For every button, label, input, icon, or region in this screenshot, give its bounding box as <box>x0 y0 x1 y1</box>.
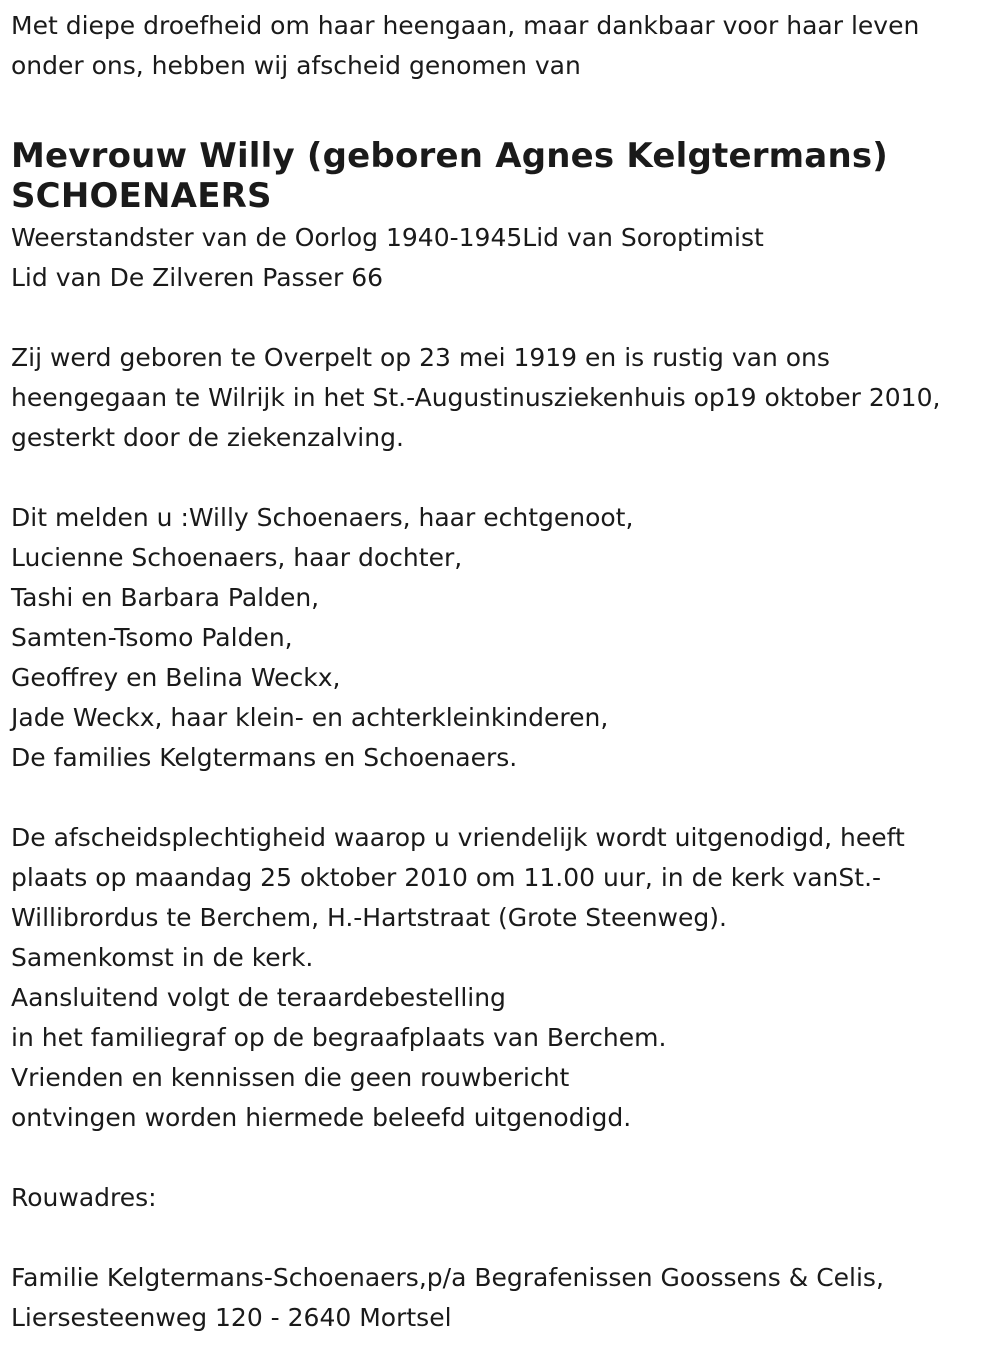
birth-death-line: Zij werd geboren te Overpelt op 23 mei 1919 en is rustig van ons <box>11 343 830 372</box>
spacer <box>11 458 996 498</box>
ceremony-paragraph <box>11 818 996 1138</box>
intro-line: onder ons, hebben wij afscheid genomen van <box>11 51 581 80</box>
obituary-document <box>11 6 996 1338</box>
family-line: Samten-Tsomo Palden, <box>11 623 293 652</box>
ceremony-line: Samenkomst in de kerk. <box>11 943 314 972</box>
ceremony-line: ontvingen worden hiermede beleefd uitgenodigd. <box>11 1103 632 1132</box>
address-label: Rouwadres: <box>11 1183 157 1212</box>
ceremony-line: Willibrordus te Berchem, H.-Hartstraat (Grote Steenweg). <box>11 903 727 932</box>
spacer <box>11 778 996 818</box>
spacer <box>11 1218 996 1258</box>
birth-death-line: heengegaan te Wilrijk in het St.-Augustinusziekenhuis op19 oktober 2010, <box>11 383 941 412</box>
intro-line: Met diepe droefheid om haar heengaan, maar dankbaar voor haar leven <box>11 11 920 40</box>
birth-death-line: gesterkt door de ziekenzalving. <box>11 423 404 452</box>
title-line: Lid van De Zilveren Passer 66 <box>11 263 384 292</box>
birth-death-paragraph <box>11 338 996 458</box>
family-line: Geoffrey en Belina Weckx, <box>11 663 341 692</box>
address-label-paragraph <box>11 1178 996 1218</box>
intro-paragraph <box>11 6 996 86</box>
family-line: Tashi en Barbara Palden, <box>11 583 320 612</box>
family-line: De families Kelgtermans en Schoenaers. <box>11 743 518 772</box>
spacer <box>11 1138 996 1178</box>
ceremony-line: Vrienden en kennissen die geen rouwbericht <box>11 1063 570 1092</box>
title-line: Weerstandster van de Oorlog 1940-1945Lid van Soroptimist <box>11 223 764 252</box>
family-line: Lucienne Schoenaers, haar dochter, <box>11 543 463 572</box>
address-paragraph <box>11 1258 996 1338</box>
address-line: Liersesteenweg 120 - 2640 Mortsel <box>11 1303 452 1332</box>
family-line: Dit melden u :Willy Schoenaers, haar echtgenoot, <box>11 503 634 532</box>
ceremony-line: De afscheidsplechtigheid waarop u vriendelijk wordt uitgenodigd, heeft <box>11 823 905 852</box>
spacer <box>11 298 996 338</box>
ceremony-line: plaats op maandag 25 oktober 2010 om 11.00 uur, in de kerk vanSt.- <box>11 863 882 892</box>
deceased-surname: SCHOENAERS <box>11 176 272 216</box>
ceremony-line: Aansluitend volgt de teraardebestelling <box>11 983 506 1012</box>
deceased-name-line: Mevrouw Willy (geboren Agnes Kelgtermans) <box>11 136 889 176</box>
address-line: Familie Kelgtermans-Schoenaers,p/a Begrafenissen Goossens & Celis, <box>11 1263 884 1292</box>
deceased-name <box>11 136 996 216</box>
family-paragraph <box>11 498 996 778</box>
family-line: Jade Weckx, haar klein- en achterkleinkinderen, <box>11 703 609 732</box>
titles-paragraph <box>11 218 996 298</box>
ceremony-line: in het familiegraf op de begraafplaats van Berchem. <box>11 1023 667 1052</box>
